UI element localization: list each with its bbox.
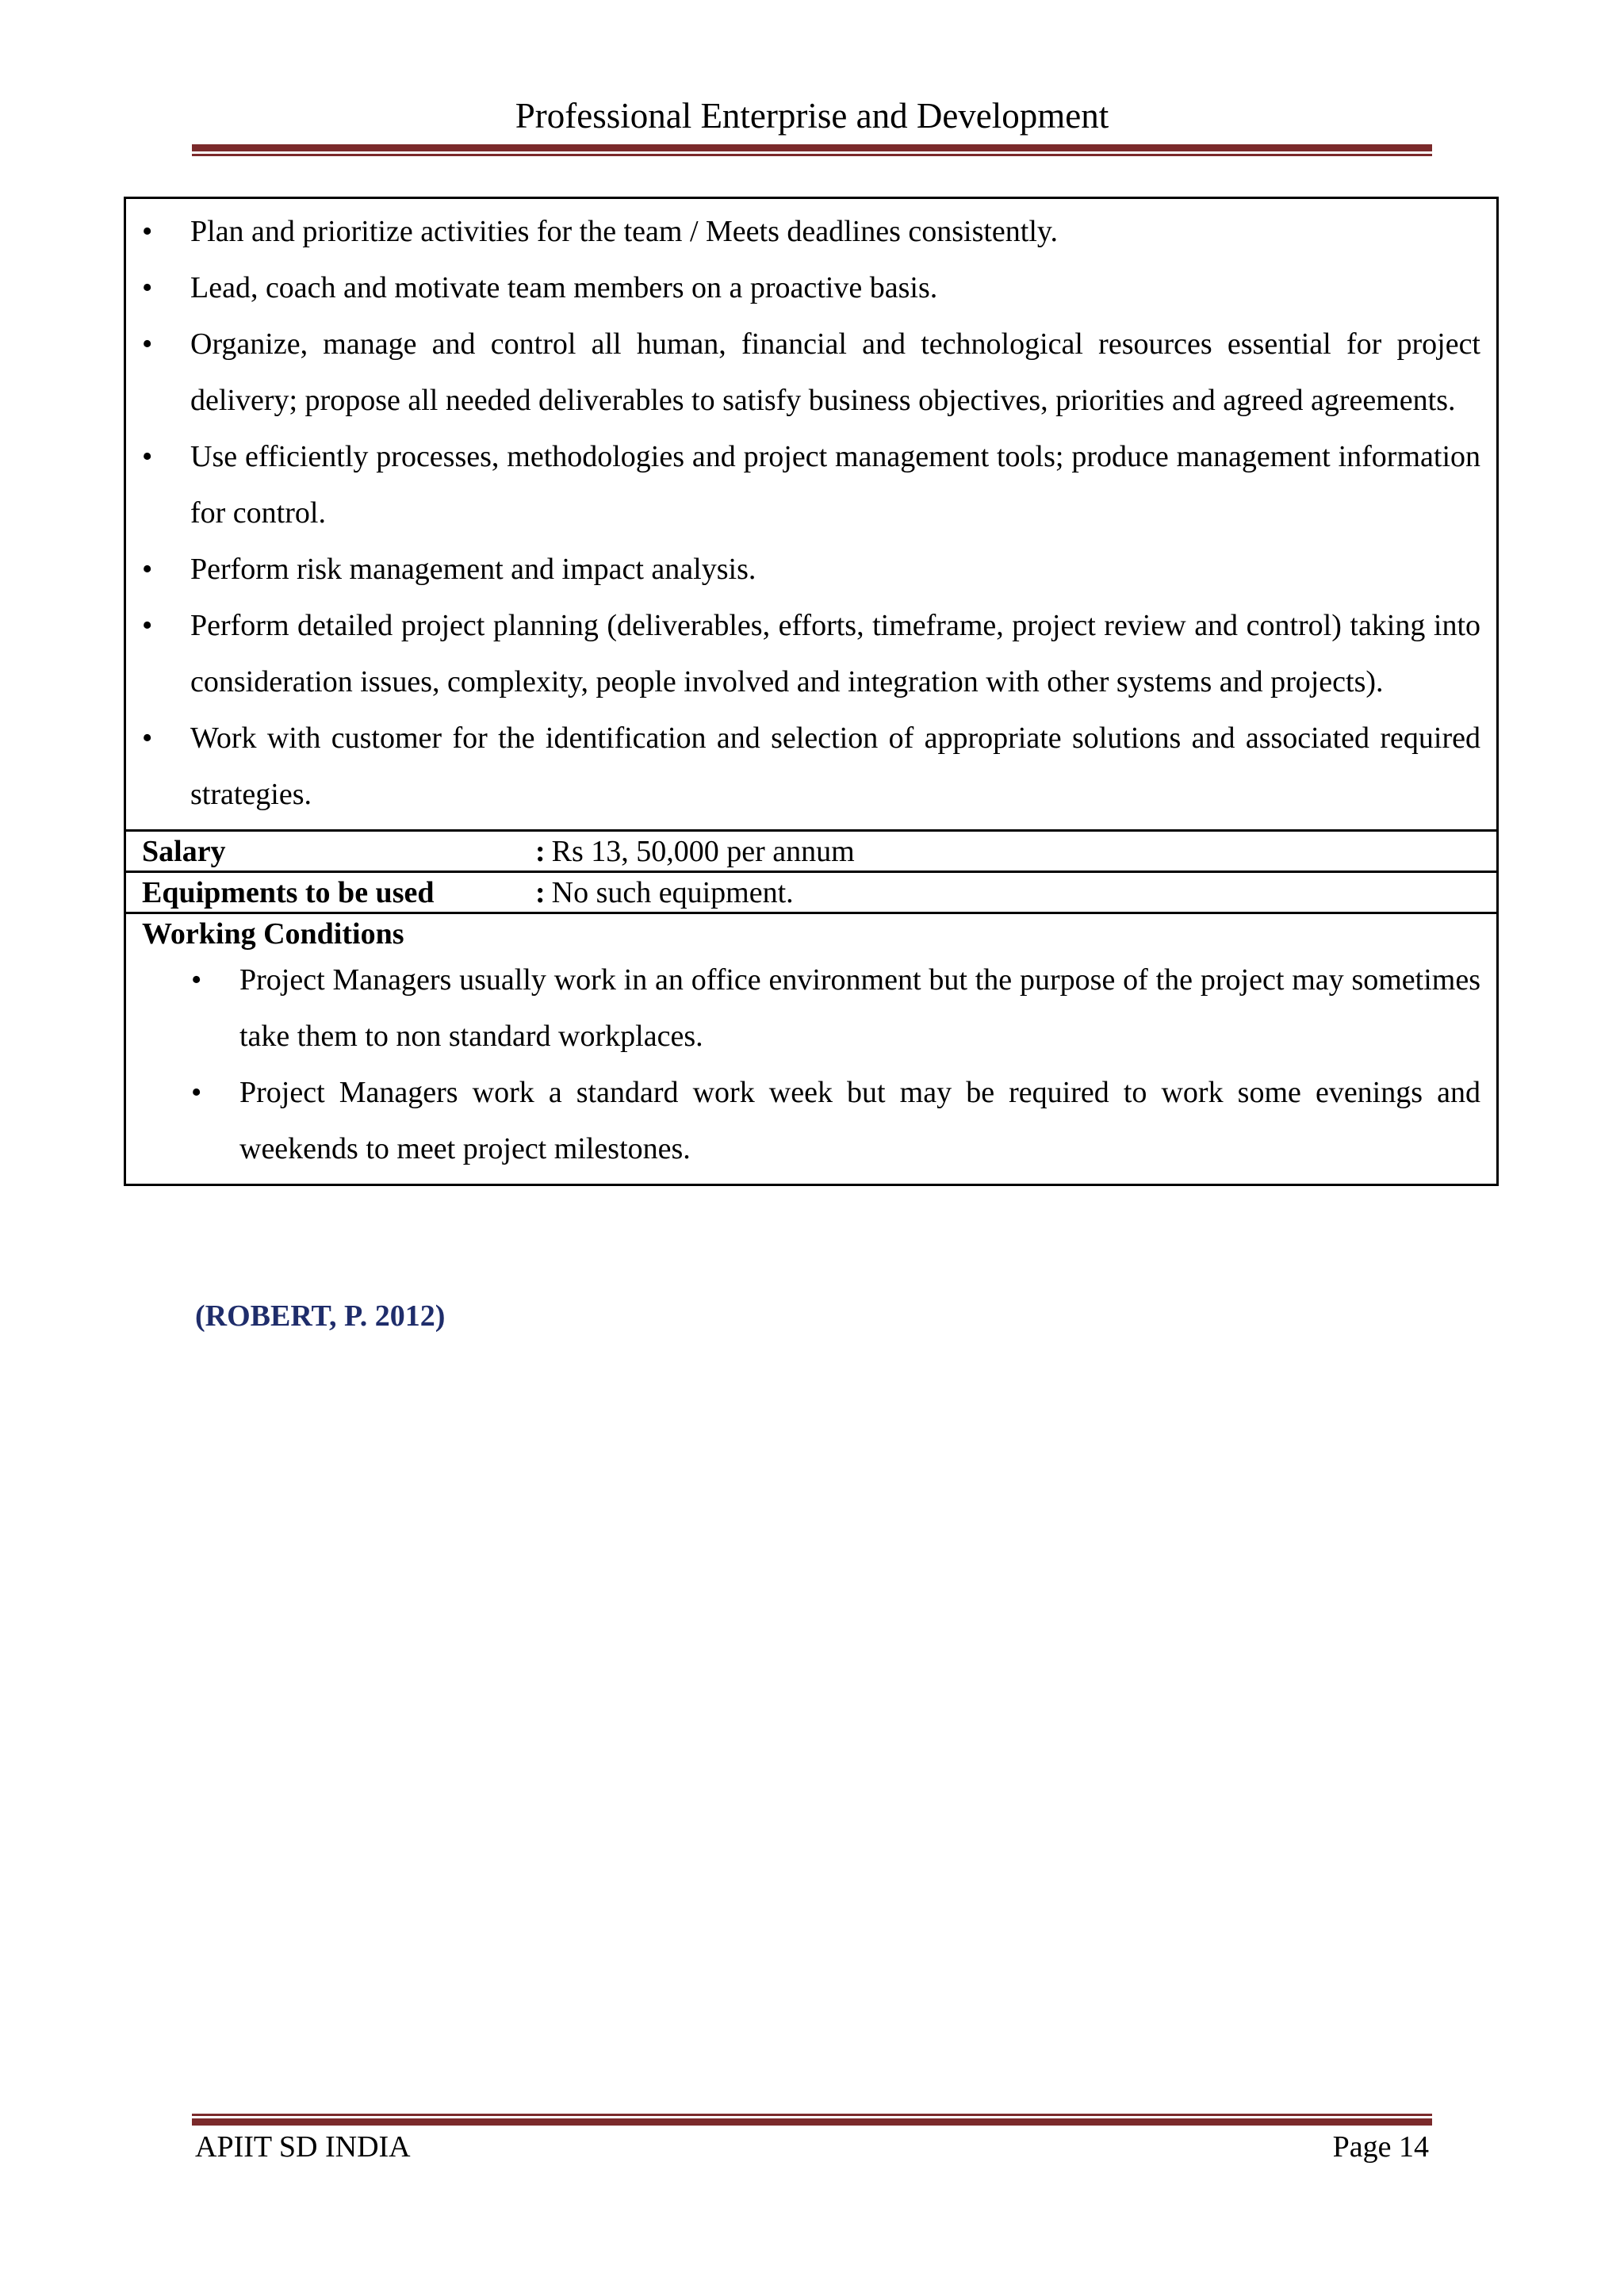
bullet-icon <box>191 1065 201 1121</box>
duty-text: Work with customer for the identification and selection of appropriate solutions and associated required strategies. <box>190 721 1480 811</box>
bullet-icon <box>142 710 152 767</box>
working-conditions-cell <box>126 914 1496 1184</box>
bullet-icon <box>142 429 152 485</box>
duty-text: Perform risk management and impact analysis. <box>190 553 756 586</box>
list-item <box>126 598 1480 710</box>
bullet-icon <box>191 952 201 1008</box>
list-item <box>126 204 1480 260</box>
page-header-title: Professional Enterprise and Development <box>515 96 1109 136</box>
list-item <box>126 316 1480 429</box>
salary-value: Rs 13, 50,000 per annum <box>551 834 855 868</box>
condition-text: Project Managers usually work in an office environment but the purpose of the project may sometimes take them to non standard workplaces. <box>239 963 1480 1053</box>
bullet-icon <box>142 204 152 260</box>
condition-text: Project Managers work a standard work week but may be required to work some evenings and weekends to meet project milestones. <box>239 1076 1480 1165</box>
list-item <box>142 1065 1480 1177</box>
salary-colon: : <box>535 834 546 868</box>
duties-list <box>126 204 1480 823</box>
salary-row <box>126 832 1496 873</box>
footer-rule-thin <box>192 2114 1432 2116</box>
footer-rule <box>192 2114 1432 2126</box>
header-rule-thin <box>192 154 1432 156</box>
job-description-table <box>124 197 1499 1186</box>
list-item <box>142 952 1480 1065</box>
citation: (ROBERT, P. 2012) <box>195 1299 446 1333</box>
equipments-value: No such equipment. <box>551 875 794 909</box>
duty-text: Use efficiently processes, methodologies and project management tools; produce management information for control. <box>190 440 1480 530</box>
equipments-row <box>126 873 1496 914</box>
working-conditions-heading: Working Conditions <box>142 917 404 951</box>
duty-text: Lead, coach and motivate team members on a proactive basis. <box>190 271 938 304</box>
duty-text: Perform detailed project planning (deliverables, efforts, timeframe, project review and control) taking into consideration issues, complexity, people involved and integration with other systems and projects). <box>190 609 1480 698</box>
header-rule <box>192 144 1432 156</box>
bullet-icon <box>142 316 152 373</box>
duty-text: Plan and prioritize activities for the team / Meets deadlines consistently. <box>190 215 1058 248</box>
bullet-icon <box>142 260 152 316</box>
salary-label: Salary <box>142 834 226 868</box>
list-item <box>126 710 1480 823</box>
list-item <box>126 260 1480 316</box>
bullet-icon <box>142 598 152 654</box>
equipments-label: Equipments to be used <box>142 875 435 909</box>
duty-text: Organize, manage and control all human, financial and technological resources essential for project delivery; propose all needed deliverables to satisfy business objectives, priorities and agreed agreements. <box>190 327 1480 417</box>
list-item <box>126 541 1480 598</box>
page-number: Page 14 <box>1332 2130 1429 2164</box>
footer-rule-thick <box>192 2118 1432 2126</box>
header-rule-thick <box>192 144 1432 151</box>
footer-institution: APIIT SD INDIA <box>195 2130 411 2164</box>
duties-cell <box>126 199 1496 832</box>
bullet-icon <box>142 541 152 598</box>
equipments-colon: : <box>535 875 546 909</box>
list-item <box>126 429 1480 541</box>
working-conditions-list <box>142 952 1480 1177</box>
